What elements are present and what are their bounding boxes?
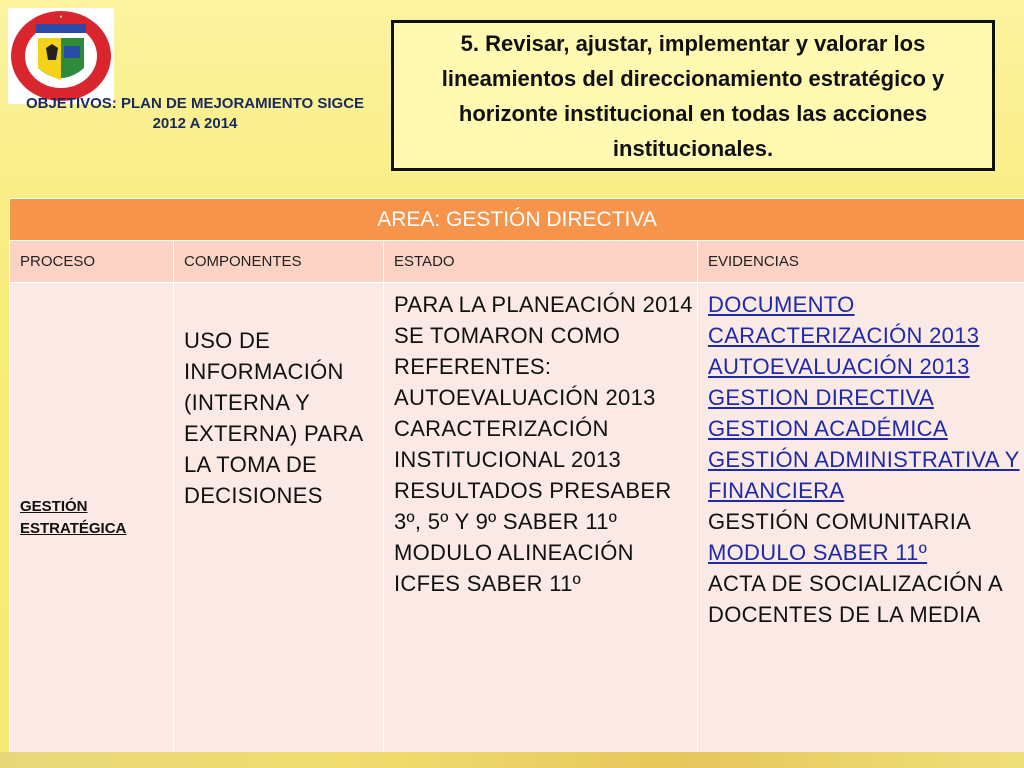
column-header-evidencias: EVIDENCIAS — [698, 241, 1024, 283]
evidence-acta-socializacion: ACTA DE SOCIALIZACIÓN A DOCENTES DE LA MEDIA — [708, 571, 1002, 627]
evidence-link-gestion-administrativa[interactable]: GESTIÓN ADMINISTRATIVA Y FINANCIERA — [708, 447, 1020, 503]
proceso-value: GESTIÓN ESTRATÉGICA — [20, 497, 127, 537]
area-title: AREA: GESTIÓN DIRECTIVA — [10, 199, 1024, 241]
evidence-link-gestion-academica[interactable]: GESTION ACADÉMICA — [708, 416, 948, 441]
evidencias-cell — [698, 283, 1024, 753]
objective-text: 5. Revisar, ajustar, implementar y valorar los lineamientos del direccionamiento estratégico y horizonte institucional en todas las acciones institucionales. — [441, 30, 945, 161]
evidence-link-modulo-saber[interactable]: MODULO SABER 11º — [708, 540, 928, 565]
svg-text:·: · — [59, 13, 63, 23]
school-seal-icon — [8, 8, 114, 104]
column-header-componentes: COMPONENTES — [174, 241, 384, 283]
objective-box — [391, 20, 995, 171]
estado-cell: PARA LA PLANEACIÓN 2014 SE TOMARON COMO REFERENTES: AUTOEVALUACIÓN 2013 CARACTERIZACIÓN INSTITUCIONAL 2013 RESULTADOS PRESABER 3º, 5º Y 9º SABER 11º MODULO ALINEACIÓN ICFES SABER 11º — [384, 283, 698, 753]
proceso-cell — [10, 283, 174, 753]
table-row — [10, 283, 1024, 753]
management-table — [9, 198, 1024, 753]
column-header-estado: ESTADO — [384, 241, 698, 283]
evidence-gestion-comunitaria: GESTIÓN COMUNITARIA — [708, 509, 972, 534]
componentes-cell: USO DE INFORMACIÓN (INTERNA Y EXTERNA) PARA LA TOMA DE DECISIONES — [174, 283, 384, 753]
evidence-link-autoevaluacion[interactable]: AUTOEVALUACIÓN 2013 — [708, 354, 970, 379]
evidence-link-gestion-directiva[interactable]: GESTION DIRECTIVA — [708, 385, 934, 410]
column-header-proceso: PROCESO — [10, 241, 174, 283]
decorative-bottom-strip — [0, 752, 1024, 768]
objectives-title: OBJETIVOS: PLAN DE MEJORAMIENTO SIGCE 2012 A 2014 — [25, 95, 365, 132]
evidence-link-caracterizacion[interactable]: DOCUMENTO CARACTERIZACIÓN 2013 — [708, 292, 980, 348]
